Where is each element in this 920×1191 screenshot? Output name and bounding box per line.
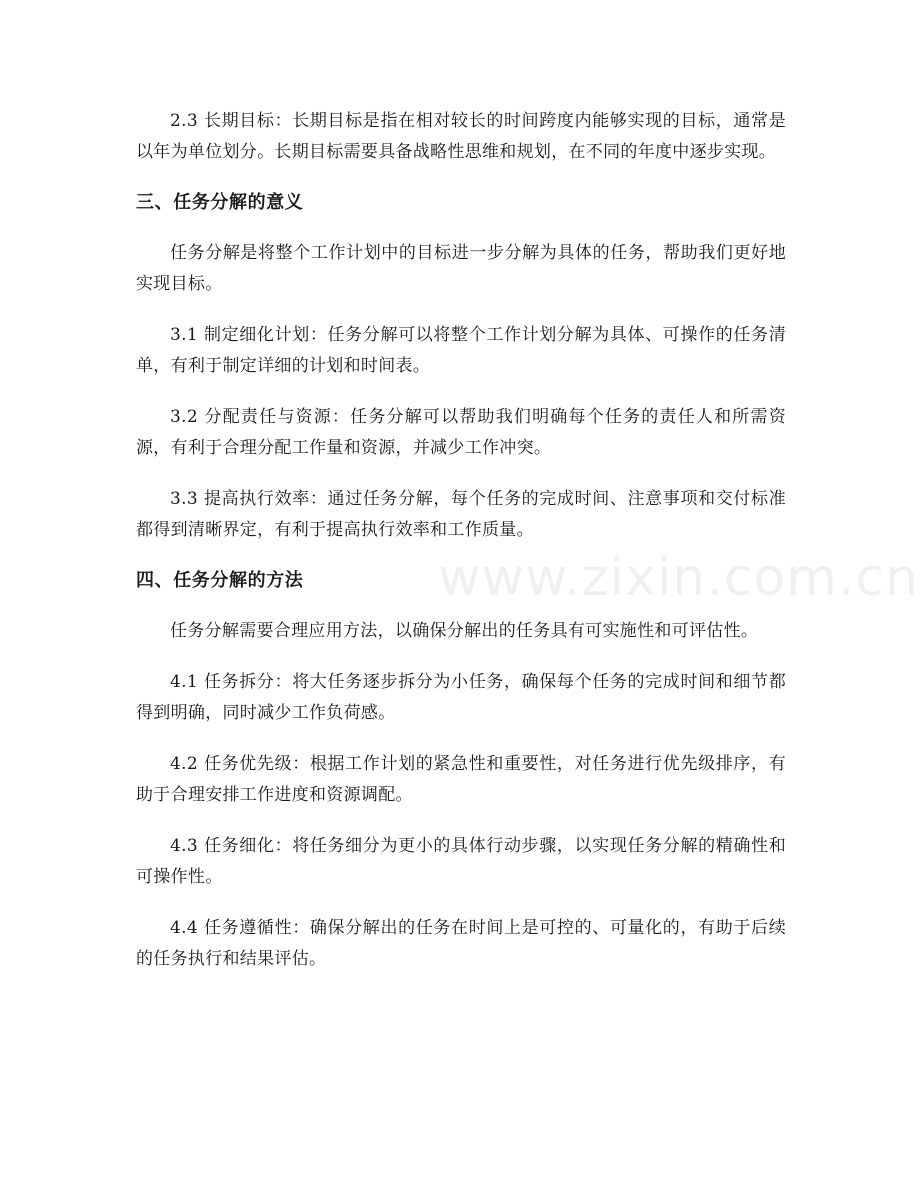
paragraph-3-2: 3.2 分配责任与资源：任务分解可以帮助我们明确每个任务的责任人和所需资源，有利于合理分配工作量和资源，并减少工作冲突。 — [136, 407, 786, 458]
paragraph-4-1: 4.1 任务拆分：将大任务逐步拆分为小任务，确保每个任务的完成时间和细节都得到明确，同时减少工作负荷感。 — [136, 672, 786, 723]
section-heading-methods: 四、任务分解的方法 — [136, 570, 304, 591]
paragraph-4-3: 4.3 任务细化：将任务细分为更小的具体行动步骤，以实现任务分解的精确性和可操作性。 — [136, 836, 786, 887]
paragraph-long-term-goal: 2.3 长期目标：长期目标是指在相对较长的时间跨度内能够实现的目标，通常是以年为单位划分。长期目标需要具备战略性思维和规划，在不同的年度中逐步实现。 — [136, 111, 786, 162]
document-body — [136, 106, 786, 995]
section-heading-significance: 三、任务分解的意义 — [136, 192, 304, 213]
paragraph-4-2: 4.2 任务优先级：根据工作计划的紧急性和重要性，对任务进行优先级排序，有助于合理安排工作进度和资源调配。 — [136, 754, 786, 805]
paragraph-methods-intro: 任务分解需要合理应用方法，以确保分解出的任务具有可实施性和可评估性。 — [170, 621, 759, 641]
paragraph-significance-intro: 任务分解是将整个工作计划中的目标进一步分解为具体的任务，帮助我们更好地实现目标。 — [136, 243, 786, 294]
paragraph-3-1: 3.1 制定细化计划：任务分解可以将整个工作计划分解为具体、可操作的任务清单，有利于制定详细的计划和时间表。 — [136, 325, 786, 376]
paragraph-4-4: 4.4 任务遵循性：确保分解出的任务在时间上是可控的、可量化的，有助于后续的任务执行和结果评估。 — [136, 918, 786, 969]
paragraph-3-3: 3.3 提高执行效率：通过任务分解，每个任务的完成时间、注意事项和交付标准都得到清晰界定，有利于提高执行效率和工作质量。 — [136, 489, 786, 540]
watermark: www.zixin.com.cn — [438, 548, 919, 608]
